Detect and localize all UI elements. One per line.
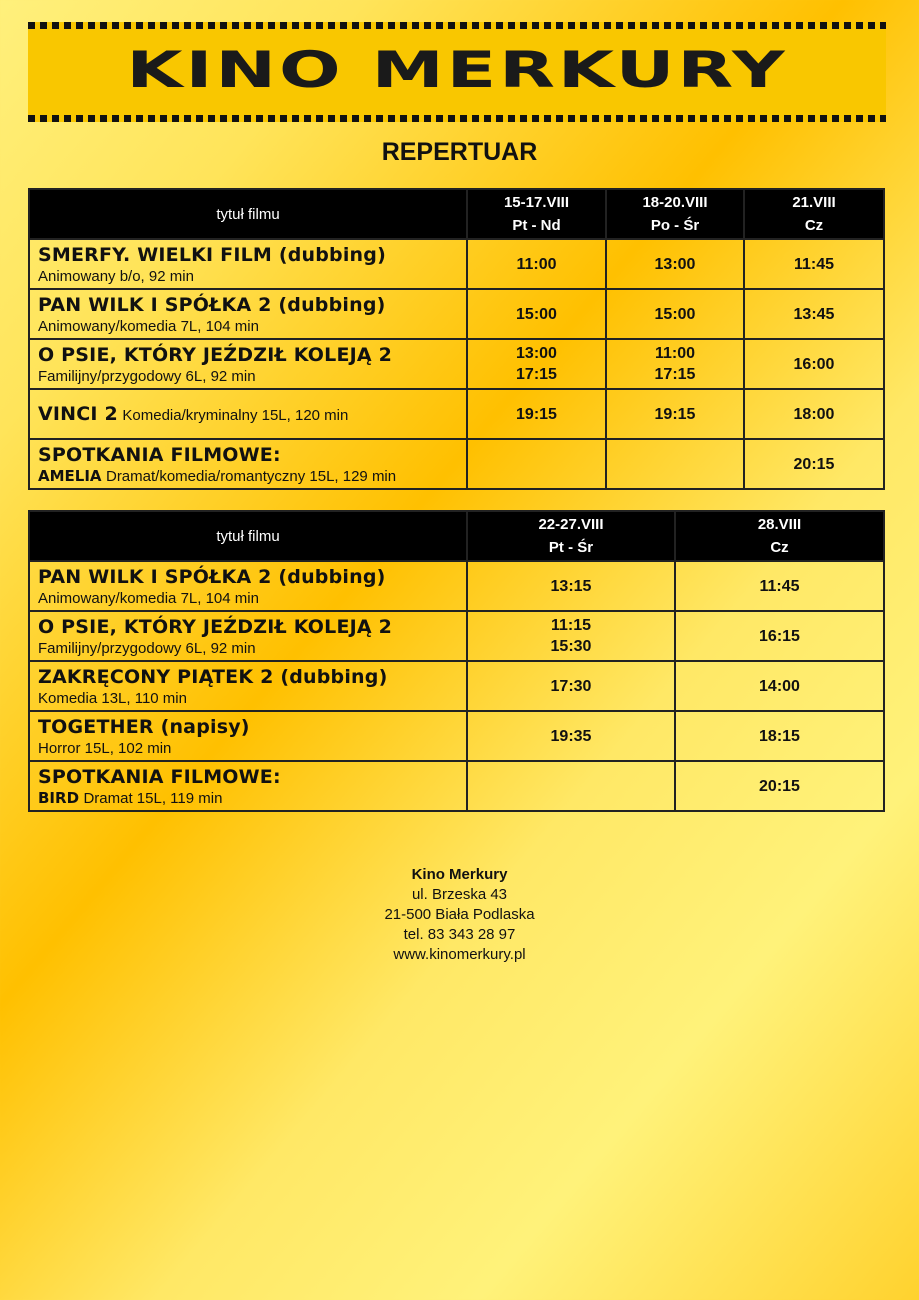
film-description: Familijny/przygodowy 6L, 92 min [38, 639, 256, 657]
table-row [29, 289, 884, 339]
day-range: Po - Śr [650, 217, 700, 234]
showtime-cell [467, 289, 606, 339]
showtime: 14:00 [759, 677, 800, 695]
showtime-cell [606, 339, 744, 389]
showtime: 20:15 [793, 455, 835, 473]
date-range: 18-20.VIII [642, 194, 708, 211]
showtime-cell [467, 761, 675, 811]
showtime-cell [675, 711, 884, 761]
showtime: 13:00 [654, 255, 696, 273]
date-column-header [675, 511, 884, 561]
cinema-banner [28, 22, 886, 122]
showtime-cell [467, 561, 675, 611]
showtime-cell [675, 761, 884, 811]
film-strip-perforation-bottom [28, 115, 886, 122]
film-title: TOGETHER (napisy) [38, 715, 250, 738]
schedule-header-row [29, 511, 884, 561]
showtime-cell [467, 439, 606, 489]
table-row [29, 661, 884, 711]
showtime-cell [606, 439, 744, 489]
showtime: 16:15 [759, 627, 800, 645]
film-cell [29, 339, 467, 389]
showtime-cell [606, 289, 744, 339]
film-title: SMERFY. WIELKI FILM (dubbing) [38, 243, 386, 266]
film-title: PAN WILK I SPÓŁKA 2 (dubbing) [38, 293, 386, 316]
table-row [29, 389, 884, 439]
showtime-cell [606, 239, 744, 289]
showtime-cell [675, 561, 884, 611]
showtime-cell [744, 339, 884, 389]
showtime: 13:45 [793, 305, 835, 323]
showtime: 11:00 [654, 345, 696, 362]
showtime-cell [467, 389, 606, 439]
film-title: VINCI 2 [38, 403, 118, 425]
showtime: 13:15 [550, 577, 592, 595]
film-title: PAN WILK I SPÓŁKA 2 (dubbing) [38, 565, 386, 588]
showtime-cell [744, 439, 884, 489]
table-row [29, 239, 884, 289]
film-cell [29, 439, 467, 489]
schedule-table-2 [28, 510, 885, 812]
showtime: 15:30 [550, 638, 592, 655]
street-address: ul. Brzeska 43 [411, 886, 508, 903]
film-title: O PSIE, KTÓRY JEŹDZIŁ KOLEJĄ 2 [38, 615, 393, 638]
showtime: 17:30 [550, 677, 592, 695]
day-range: Pt - Śr [548, 539, 594, 556]
film-description: Dramat 15L, 119 min [83, 789, 223, 807]
film-description: Animowany/komedia 7L, 104 min [38, 317, 259, 335]
showtime: 16:00 [793, 355, 835, 373]
cinema-name: Kino Merkury [411, 866, 508, 883]
showtime-cell [467, 661, 675, 711]
showtime: 17:15 [516, 366, 557, 383]
showtime: 19:35 [550, 727, 592, 745]
table-row [29, 761, 884, 811]
showtime: 17:15 [654, 366, 696, 383]
film-title: ZAKRĘCONY PIĄTEK 2 (dubbing) [38, 665, 388, 688]
showtime-cell [606, 389, 744, 439]
film-title-header: tytuł filmu [29, 511, 467, 561]
film-description: Dramat/komedia/romantyczny 15L, 129 min [105, 467, 397, 485]
date-column-header [606, 189, 744, 239]
showtime-cell [744, 239, 884, 289]
film-title-header: tytuł filmu [29, 189, 467, 239]
film-title: SPOTKANIA FILMOWE: [38, 443, 281, 466]
date-column-header [744, 189, 884, 239]
showtime-cell [675, 661, 884, 711]
showtime: 19:15 [654, 405, 696, 423]
date-range: 21.VIII [792, 194, 836, 211]
film-cell [29, 239, 467, 289]
film-strip-perforation-top [28, 22, 886, 29]
day-range: Pt - Nd [512, 217, 561, 234]
film-description: Animowany b/o, 92 min [38, 267, 194, 285]
showtime: 18:00 [793, 405, 835, 423]
showtime-cell [744, 389, 884, 439]
date-range: 28.VIII [757, 516, 802, 533]
showtime-cell [675, 611, 884, 661]
film-description: Horror 15L, 102 min [38, 739, 172, 757]
showtime: 15:00 [654, 305, 696, 323]
film-description: Familijny/przygodowy 6L, 92 min [38, 367, 256, 385]
page-title: REPERTUAR [381, 138, 538, 166]
day-range: Cz [770, 539, 789, 556]
film-cell [29, 711, 467, 761]
phone-number: tel. 83 343 28 97 [403, 926, 516, 943]
showtime-cell [467, 239, 606, 289]
table-row [29, 561, 884, 611]
date-range: 15-17.VIII [503, 194, 570, 211]
film-cell [29, 561, 467, 611]
cinema-contact-footer [0, 865, 919, 965]
showtime: 11:00 [516, 255, 557, 273]
film-cell [29, 289, 467, 339]
showtime-cell [467, 611, 675, 661]
showtime: 20:15 [759, 777, 800, 795]
film-cell [29, 389, 467, 439]
cinema-logo-title: KINO MERKURY [126, 41, 788, 99]
showtime-cell [467, 339, 606, 389]
showtime: 15:00 [516, 305, 557, 323]
showtime: 11:45 [793, 255, 835, 273]
film-title: O PSIE, KTÓRY JEŹDZIŁ KOLEJĄ 2 [38, 343, 393, 366]
day-range: Cz [804, 217, 824, 234]
showtime: 11:15 [550, 617, 592, 634]
schedule-table-1 [28, 188, 885, 490]
table-row [29, 711, 884, 761]
film-cell [29, 611, 467, 661]
schedule-header-row [29, 189, 884, 239]
city-address: 21-500 Biała Podlaska [384, 906, 535, 923]
film-subtitle: AMELIA [38, 466, 102, 485]
showtime-cell [467, 711, 675, 761]
film-cell [29, 761, 467, 811]
film-title: SPOTKANIA FILMOWE: [38, 765, 281, 788]
date-column-header [467, 189, 606, 239]
film-description: Komedia/kryminalny 15L, 120 min [122, 407, 349, 424]
showtime: 11:45 [759, 577, 800, 595]
website-link[interactable]: www.kinomerkury.pl [393, 946, 526, 963]
table-row [29, 439, 884, 489]
showtime: 19:15 [516, 405, 557, 423]
showtime: 18:15 [759, 727, 800, 745]
showtime: 13:00 [516, 345, 557, 362]
table-row [29, 611, 884, 661]
film-description: Animowany/komedia 7L, 104 min [38, 589, 259, 607]
film-subtitle: BIRD [38, 788, 80, 807]
film-cell [29, 661, 467, 711]
date-column-header [467, 511, 675, 561]
table-row [29, 339, 884, 389]
showtime-cell [744, 289, 884, 339]
date-range: 22-27.VIII [538, 516, 604, 533]
film-description: Komedia 13L, 110 min [38, 689, 187, 707]
